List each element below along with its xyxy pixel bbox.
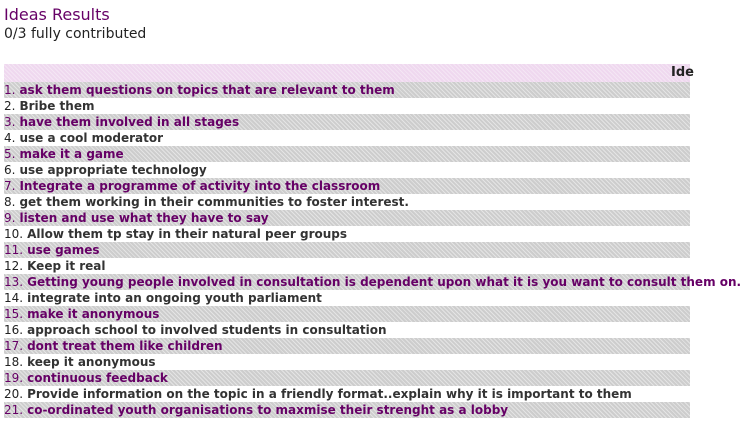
idea-number: 5. [4,147,16,161]
idea-text: use games [27,243,100,257]
idea-text: use appropriate technology [19,163,207,177]
idea-row [4,130,690,146]
idea-row [4,354,690,370]
idea-row [4,338,690,354]
idea-row [4,82,690,98]
idea-text: Allow them tp stay in their natural peer groups [27,227,348,241]
idea-text: make it a game [19,147,124,161]
idea-row [4,290,690,306]
idea-number: 13. [4,275,24,289]
idea-row [4,146,690,162]
idea-text: Keep it real [27,259,106,273]
idea-number: 10. [4,227,24,241]
idea-number: 6. [4,163,16,177]
idea-text: approach school to involved students in consultation [27,323,387,337]
idea-text: have them involved in all stages [19,115,240,129]
idea-number: 9. [4,211,16,225]
idea-number: 21. [4,403,24,417]
idea-number: 12. [4,259,24,273]
idea-text: make it anonymous [27,307,160,321]
idea-number: 15. [4,307,24,321]
idea-number: 3. [4,115,16,129]
idea-text: ask them questions on topics that are relevant to them [19,83,395,97]
idea-row [4,178,690,194]
idea-number: 4. [4,131,16,145]
idea-row [4,98,690,114]
idea-row [4,370,690,386]
idea-number: 8. [4,195,16,209]
idea-number: 16. [4,323,24,337]
idea-row [4,274,741,290]
idea-number: 14. [4,291,24,305]
page-title: Ideas Results [4,5,110,24]
idea-number: 11. [4,243,24,257]
idea-text: Getting young people involved in consultation is dependent upon what it is you want to consult them on. [27,275,741,289]
idea-number: 1. [4,83,16,97]
idea-text: co-ordinated youth organisations to maxmise their strenght as a lobby [27,403,509,417]
idea-number: 2. [4,99,16,113]
idea-text: get them working in their communities to foster interest. [19,195,409,209]
idea-text: Provide information on the topic in a friendly format..explain why it is important to them [27,387,632,401]
idea-text: continuous feedback [27,371,168,385]
idea-number: 7. [4,179,16,193]
idea-row [4,402,690,418]
idea-row [4,226,690,242]
idea-text: listen and use what they have to say [19,211,269,225]
idea-row [4,162,690,178]
idea-text: use a cool moderator [19,131,164,145]
ideas-list [4,82,741,418]
idea-text: Bribe them [19,99,95,113]
idea-row [4,242,690,258]
idea-row [4,258,690,274]
ideas-results-table [4,64,741,418]
idea-row [4,306,690,322]
idea-text: dont treat them like children [27,339,223,353]
contribution-status: 0/3 fully contributed [4,26,147,42]
idea-text: keep it anonymous [27,355,156,369]
idea-row [4,210,690,226]
idea-row [4,386,690,402]
idea-row [4,322,690,338]
idea-number: 18. [4,355,24,369]
idea-row [4,114,690,130]
idea-text: Integrate a programme of activity into the classroom [19,179,381,193]
idea-row [4,194,690,210]
idea-number: 17. [4,339,24,353]
ideas-column-header: Ide [671,65,694,80]
idea-number: 19. [4,371,24,385]
idea-text: integrate into an ongoing youth parliament [27,291,322,305]
idea-number: 20. [4,387,24,401]
table-header [4,64,694,82]
